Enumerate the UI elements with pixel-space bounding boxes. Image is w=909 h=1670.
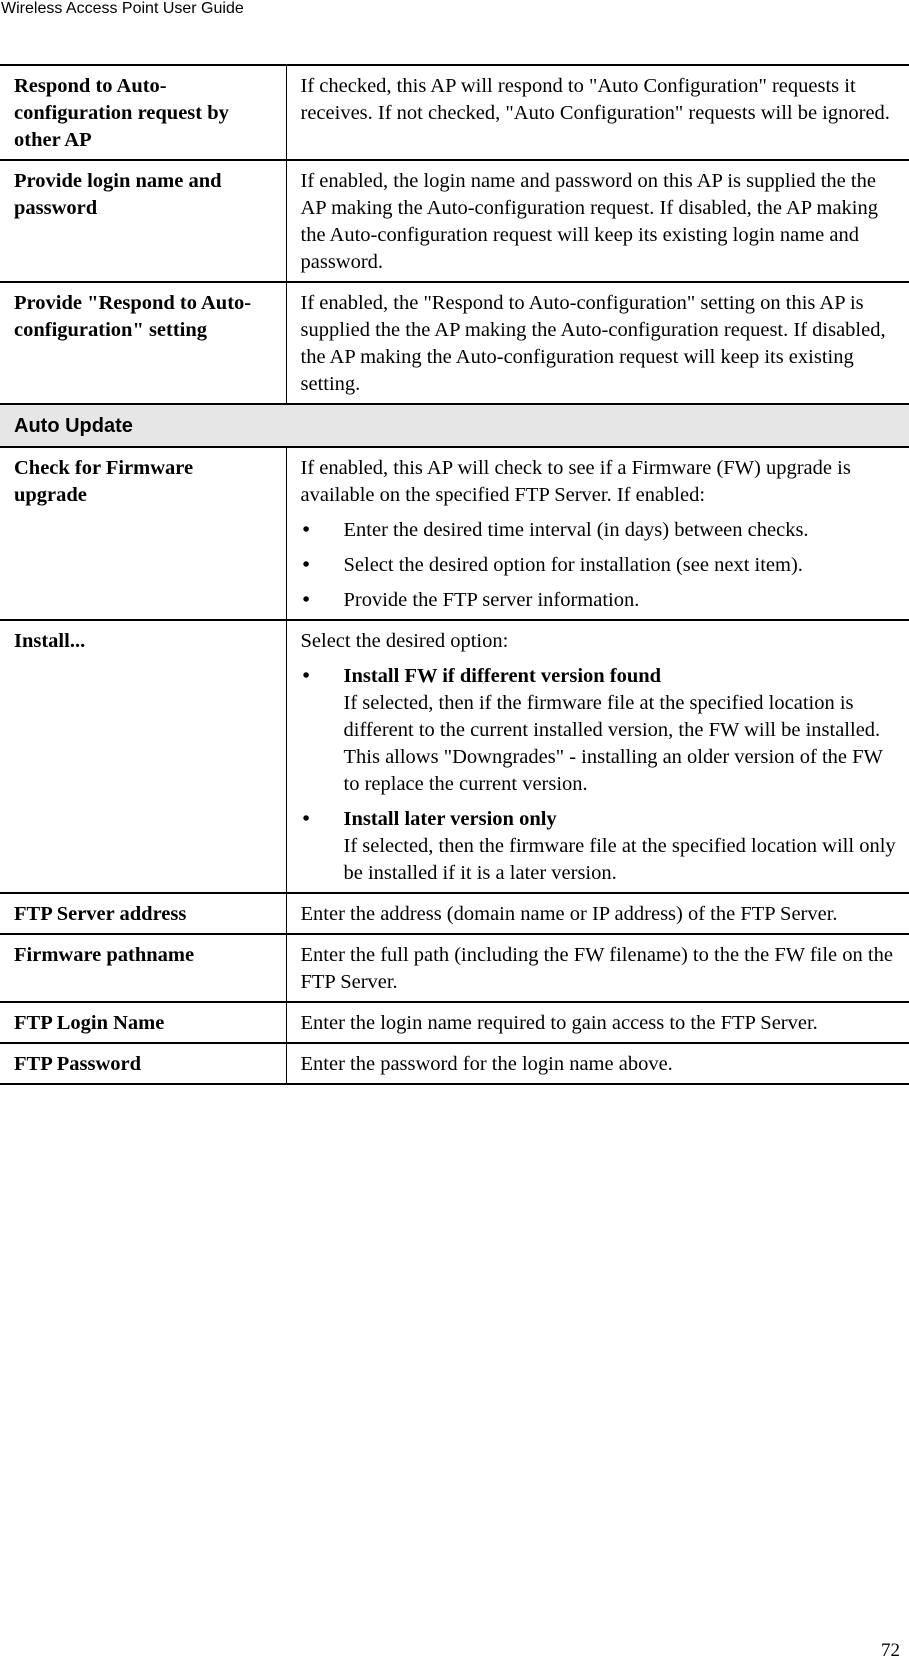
list-item-text: Provide the FTP server information. [343, 589, 640, 611]
row-description: If enabled, the login name and password on this AP is supplied the the AP making the Auto-configuration request. If disabled, the AP making the Auto-configuration request will keep its existing login name and password. [286, 160, 909, 282]
row-term: FTP Password [0, 1043, 286, 1084]
table-row [0, 1043, 909, 1084]
row-description: Enter the password for the login name above. [286, 1043, 909, 1084]
bullet-icon: • [302, 808, 310, 830]
description-intro: Select the desired option: [300, 630, 509, 652]
row-term: Provide login name and password [0, 160, 286, 282]
settings-table [0, 64, 909, 1085]
bullet-icon: • [302, 519, 310, 541]
table-row [0, 620, 909, 893]
row-description: Enter the full path (including the FW filename) to the the FW file on the FTP Server. [286, 934, 909, 1002]
row-term: FTP Login Name [0, 1002, 286, 1043]
option-title: Install FW if different version found [343, 665, 662, 687]
table-row [0, 65, 909, 160]
option-title: Install later version only [343, 808, 557, 830]
list-item-text: Enter the desired time interval (in days) between checks. [343, 519, 809, 541]
table-row [0, 160, 909, 282]
row-term: Install... [0, 620, 286, 893]
page-number: 72 [881, 1640, 900, 1661]
row-term: Check for Firmware upgrade [0, 447, 286, 620]
row-description: Enter the address (domain name or IP address) of the FTP Server. [286, 893, 909, 934]
section-title: Auto Update [0, 404, 909, 447]
option-text: If selected, then the firmware file at the specified location will only be installed if it is a later version. [343, 835, 896, 884]
row-term: Firmware pathname [0, 934, 286, 1002]
row-term: FTP Server address [0, 893, 286, 934]
table-row [0, 934, 909, 1002]
list-item [301, 663, 904, 798]
list-item [301, 587, 904, 614]
list-item-text: Select the desired option for installation (see next item). [343, 554, 803, 576]
row-description [286, 620, 909, 893]
table-row [0, 447, 909, 620]
bullet-icon: • [302, 554, 310, 576]
table-row [0, 893, 909, 934]
running-header: Wireless Access Point User Guide [1, 0, 244, 17]
table-row [0, 282, 909, 404]
table-row [0, 1002, 909, 1043]
list-item [301, 806, 904, 887]
row-term: Provide "Respond to Auto-configuration" setting [0, 282, 286, 404]
bullet-icon: • [302, 665, 310, 687]
section-header-row [0, 404, 909, 447]
description-intro: If enabled, this AP will check to see if a Firmware (FW) upgrade is available on the specified FTP Server. If enabled: [300, 457, 851, 506]
option-text: If selected, then if the firmware file at the specified location is different to the current installed version, the FW will be installed. This allows "Downgrades" - installing an older version of the FW to replace the current version. [343, 692, 883, 795]
row-description [286, 447, 909, 620]
row-term: Respond to Auto-configuration request by other AP [0, 65, 286, 160]
list-item [301, 552, 904, 579]
row-description: If enabled, the "Respond to Auto-configuration" setting on this AP is supplied the the AP making the Auto-configuration request. If disabled, the AP making the Auto-configuration request will keep its existing setting. [286, 282, 909, 404]
list-item [301, 517, 904, 544]
row-description: Enter the login name required to gain access to the FTP Server. [286, 1002, 909, 1043]
bullet-icon: • [302, 589, 310, 611]
bullet-list [301, 517, 904, 614]
option-list [301, 663, 904, 887]
row-description: If checked, this AP will respond to "Auto Configuration" requests it receives. If not checked, "Auto Configuration" requests will be ignored. [286, 65, 909, 160]
